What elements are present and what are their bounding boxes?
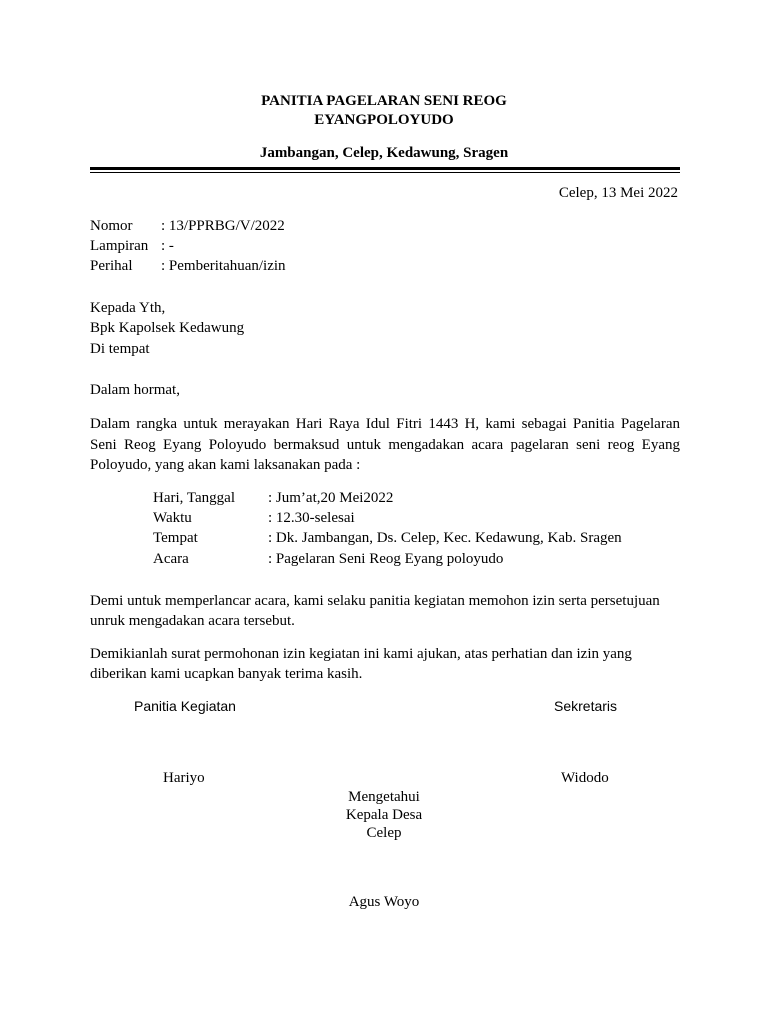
signer-left-name: Hariyo <box>163 770 205 786</box>
signer-center-line1: Mengetahui <box>348 789 420 805</box>
meta-value-lampiran: : - <box>161 238 174 254</box>
intro-line: Seni Reog Eyang Poloyudo bermaksud untuk mengadakan acara pagelaran seni reog Eyang <box>90 437 680 453</box>
event-label-time: Waktu <box>153 510 192 526</box>
header-rule-thin <box>90 172 680 173</box>
place-date: Celep, 13 Mei 2022 <box>558 185 678 201</box>
request-line: unruk mengadakan acara tersebut. <box>90 613 295 629</box>
meta-value-nomor: : 13/PPRBG/V/2022 <box>161 218 285 234</box>
header-rule-thick <box>90 167 680 170</box>
intro-line: Poloyudo, yang akan kami laksanakan pada : <box>90 457 361 473</box>
signer-left-title: Panitia Kegiatan <box>134 698 236 714</box>
org-address: Jambangan, Celep, Kedawung, Sragen <box>259 145 509 161</box>
recipient-line1: Kepada Yth, <box>90 300 166 316</box>
signer-right-name: Widodo <box>561 770 609 786</box>
meta-label-perihal: Perihal <box>90 258 133 274</box>
recipient-line2: Bpk Kapolsek Kedawung <box>90 320 245 336</box>
event-label-activity: Acara <box>153 551 189 567</box>
signer-center-name: Agus Woyo <box>348 894 420 910</box>
event-label-date: Hari, Tanggal <box>153 490 235 506</box>
org-name-line2: EYANGPOLOYUDO <box>314 112 454 128</box>
recipient-line3: Di tempat <box>90 341 150 357</box>
event-value-activity: : Pagelaran Seni Reog Eyang poloyudo <box>268 551 504 567</box>
closing-line: diberikan kami ucapkan banyak terima kasih. <box>90 666 363 682</box>
meta-value-perihal: : Pemberitahuan/izin <box>161 258 286 274</box>
event-value-place: : Dk. Jambangan, Ds. Celep, Kec. Kedawung, Kab. Sragen <box>268 530 622 546</box>
request-line: Demi untuk memperlancar acara, kami selaku panitia kegiatan memohon izin serta persetujuan <box>90 593 660 609</box>
event-value-date: : Jum’at,20 Mei2022 <box>268 490 394 506</box>
greeting: Dalam hormat, <box>90 382 180 398</box>
signer-center-line3: Celep <box>366 825 402 841</box>
meta-label-nomor: Nomor <box>90 218 133 234</box>
closing-line: Demikianlah surat permohonan izin kegiatan ini kami ajukan, atas perhatian dan izin yang <box>90 646 632 662</box>
signer-right-title: Sekretaris <box>554 698 618 714</box>
intro-line: Dalam rangka untuk merayakan Hari Raya Idul Fitri 1443 H, kami sebagai Panitia Pagelaran <box>90 416 680 432</box>
meta-label-lampiran: Lampiran <box>90 238 149 254</box>
org-name-line1: PANITIA PAGELARAN SENI REOG <box>261 93 507 109</box>
event-value-time: : 12.30-selesai <box>268 510 355 526</box>
signer-center-line2: Kepala Desa <box>345 807 423 823</box>
event-label-place: Tempat <box>153 530 198 546</box>
